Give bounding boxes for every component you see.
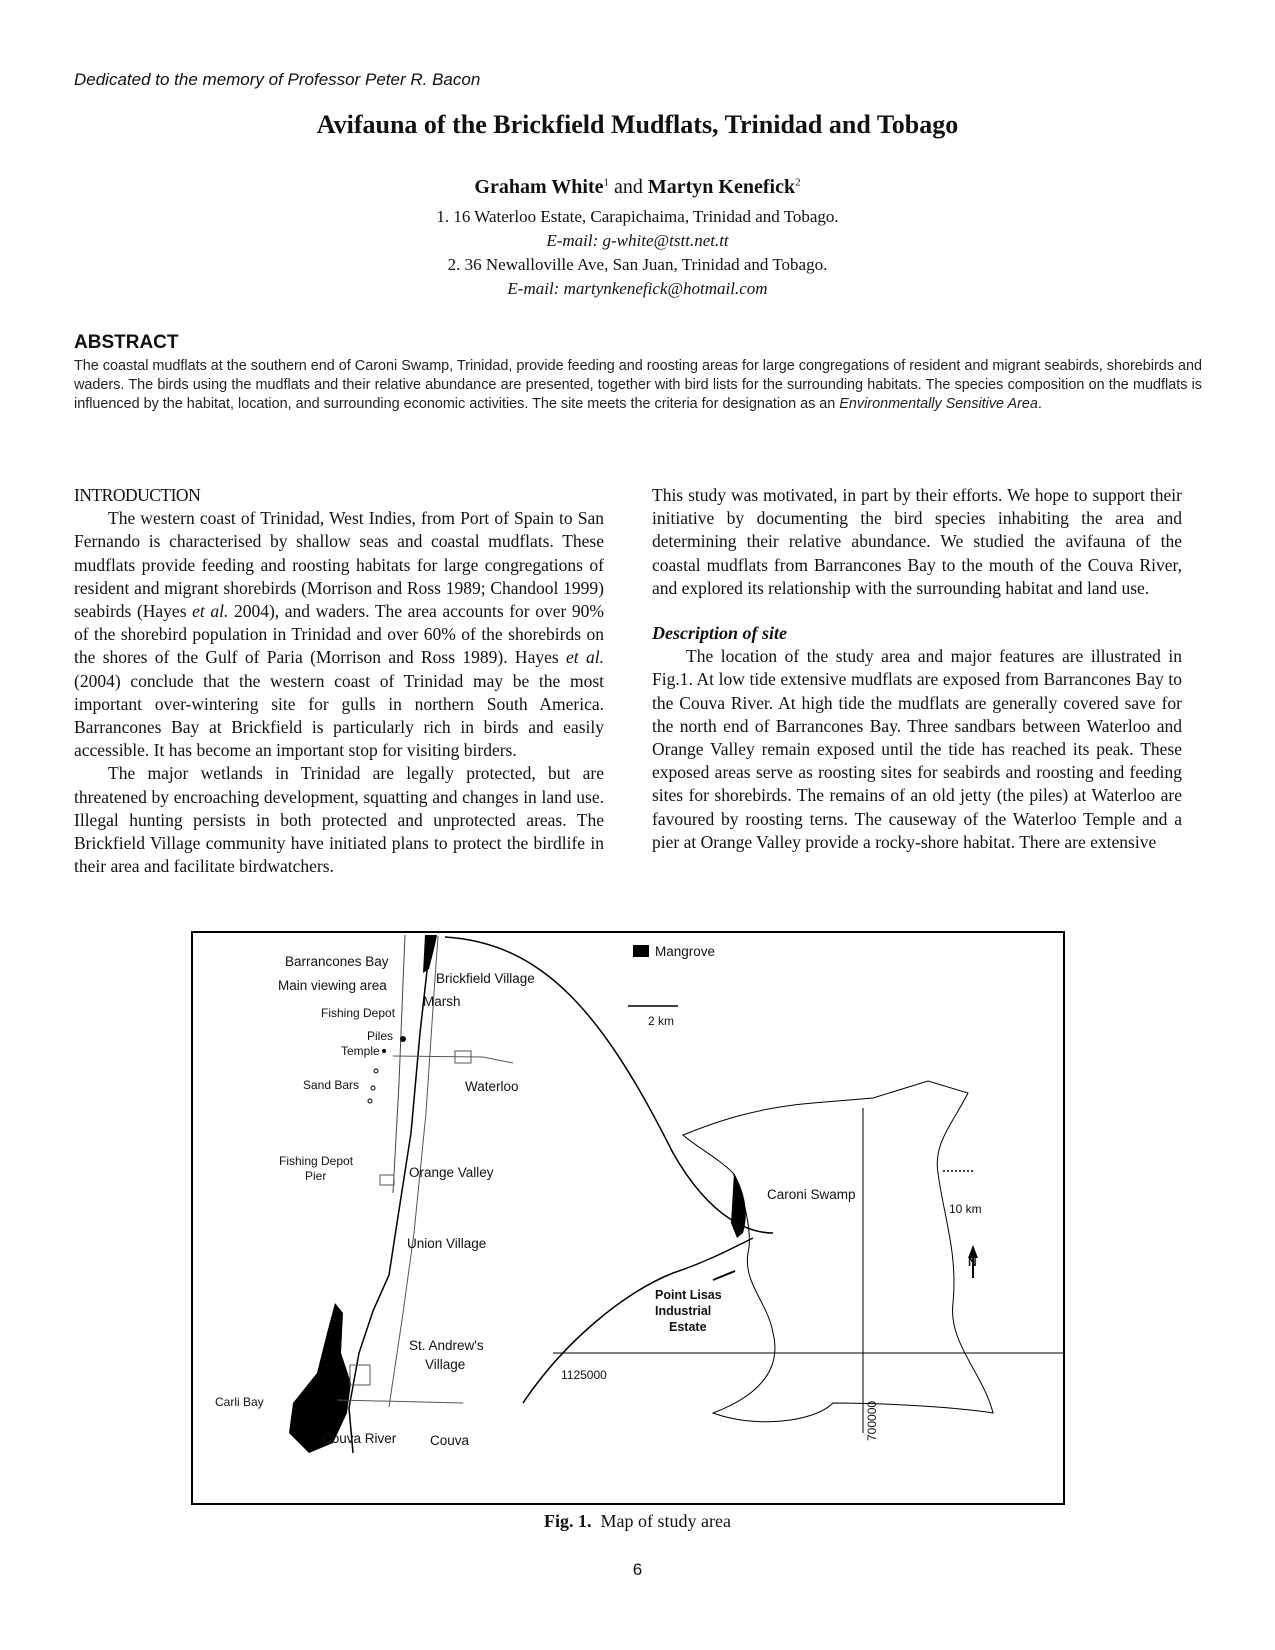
label-couva: Couva [430, 1433, 470, 1448]
author-line [0, 176, 1275, 199]
paper-title: Avifauna of the Brickfield Mudflats, Trinidad and Tobago [316, 110, 959, 139]
label-scale-10km: 10 km [949, 1202, 982, 1216]
abstract-body [74, 357, 1202, 414]
abstract-text-main: The coastal mudflats at the southern end of Caroni Swamp, Trinidad, provide feeding and roosting areas for large congregations of resident and migrant seabirds, shorebirds and waders. The birds using the mudflats and their relative abundance are presented, together with bird lists for the surrounding habitats. The species composition on the mudflats is influenced by the habitat, location, and surrounding economic activities. The site meets the criteria for designation as an [74, 358, 1202, 412]
temple-marker [382, 1049, 386, 1053]
label-point-lisas-3: Estate [669, 1320, 707, 1334]
introduction-paragraph-2: The major wetlands in Trinidad are legally protected, but are threatened by encroaching development, squatting and changes in land use. Illegal hunting persists in both protected and unprotected areas. The Brickfield Village community have initiated plans to protect the birdlife in their area and facilitate birdwatchers. [74, 763, 604, 877]
citation-et-al: et al. [566, 647, 604, 668]
legend-mangrove-swatch [633, 945, 649, 957]
label-caroni-swamp: Caroni Swamp [767, 1187, 856, 1202]
label-carli-bay: Carli Bay [215, 1395, 264, 1409]
intro-p1-part-b: 2004), and waders. The area accounts for over 90% of the shorebird population in Trinidad and over 60% of the shorebirds on the shores of the Gulf of Paria (Morrison and Ross 1989). Hayes [74, 601, 605, 668]
label-fishing-depot: Fishing Depot [321, 1006, 396, 1020]
label-orange-valley: Orange Valley [409, 1165, 494, 1180]
label-point-lisas-1: Point Lisas [655, 1288, 722, 1302]
introduction-paragraph-3: This study was motivated, in part by their efforts. We hope to support their initiative by documenting the bird species inhabiting the area and determining their relative abundance. We studied the avifauna of the coastal mudflats from Barrancones Bay to the mouth of the Couva River, and explored its relationship with the surrounding habitat and land use. [652, 485, 1182, 598]
label-brickfield-village: Brickfield Village [436, 971, 535, 986]
page-number: 6 [632, 1560, 643, 1579]
site-description-paragraph: The location of the study area and major features are illustrated in Fig.1. At low tide extensive mudflats are exposed from Barrancones Bay to the Couva River. At high tide the mudflats are generally covered save for the north end of Barrancones Bay. Three sandbars between Waterloo and Orange Valley remain exposed until the tide has reached its peak. These exposed areas serve as roosting sites for seabirds and roosting and feeding sites for shorebirds. The remains of an old jetty (the piles) at Waterloo are favoured by roosting terns. The causeway of the Waterloo Temple and a pier at Orange Valley provide a rocky-shore habitat. There are extensive [652, 646, 1182, 852]
legend-mangrove-label: Mangrove [655, 944, 716, 959]
label-union-village: Union Village [407, 1236, 487, 1251]
trinidad-outline [683, 1081, 993, 1422]
intro-p1-part-c: (2004) conclude that the western coast of Trinidad may be the most important over-wintering site for gulls in northern South America. Barrancones Bay at Brickfield is particularly rich in birds and easily accessible. It has become an important stop for visiting birders. [74, 670, 604, 761]
label-fishing-depot-pier-1: Fishing Depot [279, 1154, 354, 1168]
label-st-andrews-1: St. Andrew's [409, 1338, 484, 1353]
sandbar-marker-2 [371, 1086, 375, 1090]
abstract-heading: ABSTRACT [74, 332, 179, 353]
sandbar-marker-3 [368, 1099, 372, 1103]
label-scale-2km: 2 km [648, 1014, 675, 1028]
affiliation-email-1: E-mail: g-white@tstt.net.tt [546, 231, 729, 250]
author-affiliation-mark-2: 2 [795, 176, 801, 189]
couva-road [337, 1400, 463, 1403]
sandbar-marker-1 [374, 1069, 378, 1073]
label-barrancones-bay: Barrancones Bay [285, 954, 389, 969]
label-waterloo: Waterloo [465, 1079, 519, 1094]
introduction-heading: INTRODUCTION [74, 485, 201, 505]
abstract-text-end: . [1037, 396, 1042, 412]
label-fishing-depot-pier-2: Pier [305, 1169, 327, 1183]
site-description-heading: Description of site [652, 623, 787, 644]
label-marsh: Marsh [423, 994, 461, 1009]
affiliation-address-1: 1. 16 Waterloo Estate, Carapichaima, Trinidad and Tobago. [436, 207, 839, 226]
label-sand-bars: Sand Bars [303, 1078, 360, 1092]
author-name-2: Martyn Kenefick [647, 176, 796, 198]
point-lisas-arrow [713, 1271, 735, 1280]
study-area-map [193, 933, 1063, 1503]
introduction-paragraph-1 [74, 507, 604, 762]
affiliation-email-2: E-mail: martynkenefick@hotmail.com [507, 279, 768, 298]
label-north: N [968, 1255, 977, 1269]
author-conjunction: and [609, 176, 648, 198]
connector-line-south [523, 1238, 753, 1403]
abstract-text-emphasis: Environmentally Sensitive Area [839, 396, 1038, 412]
dedication-line: Dedicated to the memory of Professor Peter R. Bacon [74, 70, 481, 89]
caroni-swamp-mangrove [731, 1173, 746, 1238]
mangrove-barrancones [423, 935, 437, 973]
label-st-andrews-2: Village [425, 1357, 466, 1372]
label-temple: Temple [341, 1044, 380, 1058]
intro-p1-part-a: The western coast of Trinidad, West Indies, from Port of Spain to San Fernando is characterised by shallow seas and coastal mudflats. These mudflats provide feeding and roosting habitats for large congregations of resident and migrant shorebirds (Morrison and Ross 1989; Chandool 1999) seabirds (Hayes [74, 508, 604, 622]
label-main-viewing-area: Main viewing area [278, 978, 387, 993]
left-column [74, 484, 604, 878]
label-couva-river: Couva River [322, 1431, 397, 1446]
waterloo-road [393, 1056, 513, 1063]
right-column [652, 484, 1182, 854]
figure-caption [0, 1511, 1275, 1532]
author-name-1: Graham White [474, 176, 604, 198]
coastal-road [393, 935, 405, 1193]
label-grid-700000: 700000 [865, 1400, 879, 1441]
label-grid-1125000: 1125000 [561, 1368, 607, 1382]
piles-marker [400, 1036, 406, 1042]
figure-caption-text: Map of study area [591, 1511, 731, 1531]
citation-et-al: et al. [192, 601, 229, 622]
label-point-lisas-2: Industrial [655, 1304, 712, 1318]
label-piles: Piles [367, 1029, 394, 1043]
author-affiliation-mark-1: 1 [603, 176, 609, 189]
figure-caption-label: Fig. 1. [544, 1511, 592, 1531]
affiliation-address-2: 2. 36 Newalloville Ave, San Juan, Trinidad and Tobago. [447, 255, 828, 274]
orange-valley-block [380, 1175, 394, 1185]
study-area-map-figure [191, 931, 1065, 1505]
